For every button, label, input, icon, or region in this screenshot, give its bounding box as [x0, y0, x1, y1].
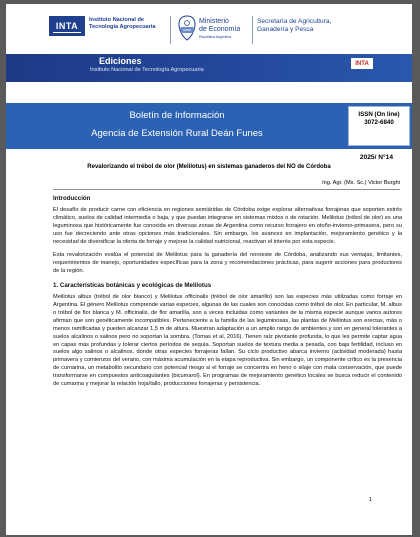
issn-box [348, 106, 410, 146]
section-heading: 1. Características botánicas y ecológicas de Melilotus [53, 282, 212, 290]
argentina-shield-icon [178, 15, 196, 41]
issn-number: 3072-6840 [364, 119, 394, 126]
ministry-subtitle: República Argentina [199, 35, 232, 39]
ministry-name: Ministerio de Economía [199, 18, 241, 33]
page-number: 1 [368, 497, 372, 503]
intro-paragraph: El desafío de producir carne con eficiencia en regiones semiáridas de Córdoba exige explorar alternativas forrajeras que soporten estrés climático, suelos de calidad intermedia o baja, y que puedan integrarse en sistemas mixtos o de rotación. Melilotus (trébol de olor) es una leguminosa que históricamente fue conocida en diversas zonas de Argentina como recurso forrajero en otoño-invierno-primavera, pero su uso fue decreciendo ante otras opciones más tradicionales. Sin embargo, los avances en implantación, mejoramiento genético y la necesidad de diversificar la oferta de forraje y mejorar la calidad nutricional, reactivan el interés por esta especie. [53, 206, 402, 245]
bulletin-banner [6, 103, 412, 149]
issn-label: ISSN (On line) [358, 111, 400, 118]
ediciones-band [6, 54, 412, 82]
issue-number: 2025/ N°14 [359, 154, 393, 161]
article-author: Ing. Agr. (Ms. Sc.) Victor Burghi [322, 180, 400, 186]
header-divider [170, 16, 171, 44]
article-body [53, 193, 402, 395]
intro-heading: Introducción [53, 195, 91, 202]
ediciones-title: Ediciones [99, 56, 142, 66]
ediciones-subtitle: Instituto Nacional de Tecnología Agropecuaria [90, 67, 204, 73]
inta-logo: INTA [49, 16, 85, 36]
bulletin-title: Boletín de Información [129, 110, 225, 121]
intro-paragraph: Esta revalorización evalúa el potencial de Melilotus para la ganadería del noroeste de Córdoba, analizando sus ventajas, limitantes, requerimientos de manejo, oportunidades específicas para la zona y recomendaciones prácticas, para sugerir acciones para productores de la región. [53, 252, 402, 275]
document-page [6, 4, 412, 535]
agency-name: Agencia de Extensión Rural Deán Funes [91, 128, 263, 139]
ediciones-inta-logo: INTA [351, 58, 373, 69]
header-divider [252, 16, 253, 44]
secretary-name: Secretaría de Agricultura, Ganadería y Pesca [257, 18, 332, 33]
section-paragraph: Melilotus albus (trébol de olor blanco) y Melilotus officinalis (trébol de olor amarillo) son las especies más utilizadas como forraje en Argentina. El género Melilotus comprende varias especies, algunas de las cuales son conocidas como trébol de olor. En particular, M. albus o trébol de flor blanca y M. officinalis, de flor amarilla, son a veces incluidas como variantes de la misma especie aunque varios autores afirman que son genéticamente incompatibles. Perteneciente a la familia de las leguminosas, las plantas de Melilotus son erectas, más o menos ramificadas y pueden alcanzar 1,5 m de altura. Muestran adaptación a un amplio rango de ambientes y son en general tolerantes a suelos alcalinos o salinos pero no soportan la sombra. (Tomas et al, 2016). Tienen raíz pivotante profunda, lo que les permite captar agua en capas más profundas y tolerar ciertos períodos de sequía. Soportan suelos de textura media a pesada, con baja fertilidad, incluso en suelos algo salinos o alcalinos, donde otras especies forrajeras fallan. Su ciclo productivo abarca invierno (actividad moderada) hasta primavera y comienzos del verano, con máxima acumulación en la etapa reproductiva. Sin embargo, un componente crítico es la presencia de cumarina, un metabolito secundario con potencial riesgo si el forraje se concentra en heno o silaje con mala conservación, que puede transformarse en compuestos anticoagulantes (bicumarol). En programas de mejoramiento genético locales se busca reducir el contenido de cumarina y mejorar la relación hoja/tallo, producciones forrajeras y persistencia. [53, 294, 402, 388]
title-divider [53, 189, 400, 190]
inta-name: Instituto Nacional de Tecnología Agropecuaria [89, 17, 156, 30]
article-title: Revalorizando el trébol de olor (Melilotus) en sistemas ganaderos del NO de Córdoba [87, 164, 331, 170]
header-logos [6, 4, 412, 54]
